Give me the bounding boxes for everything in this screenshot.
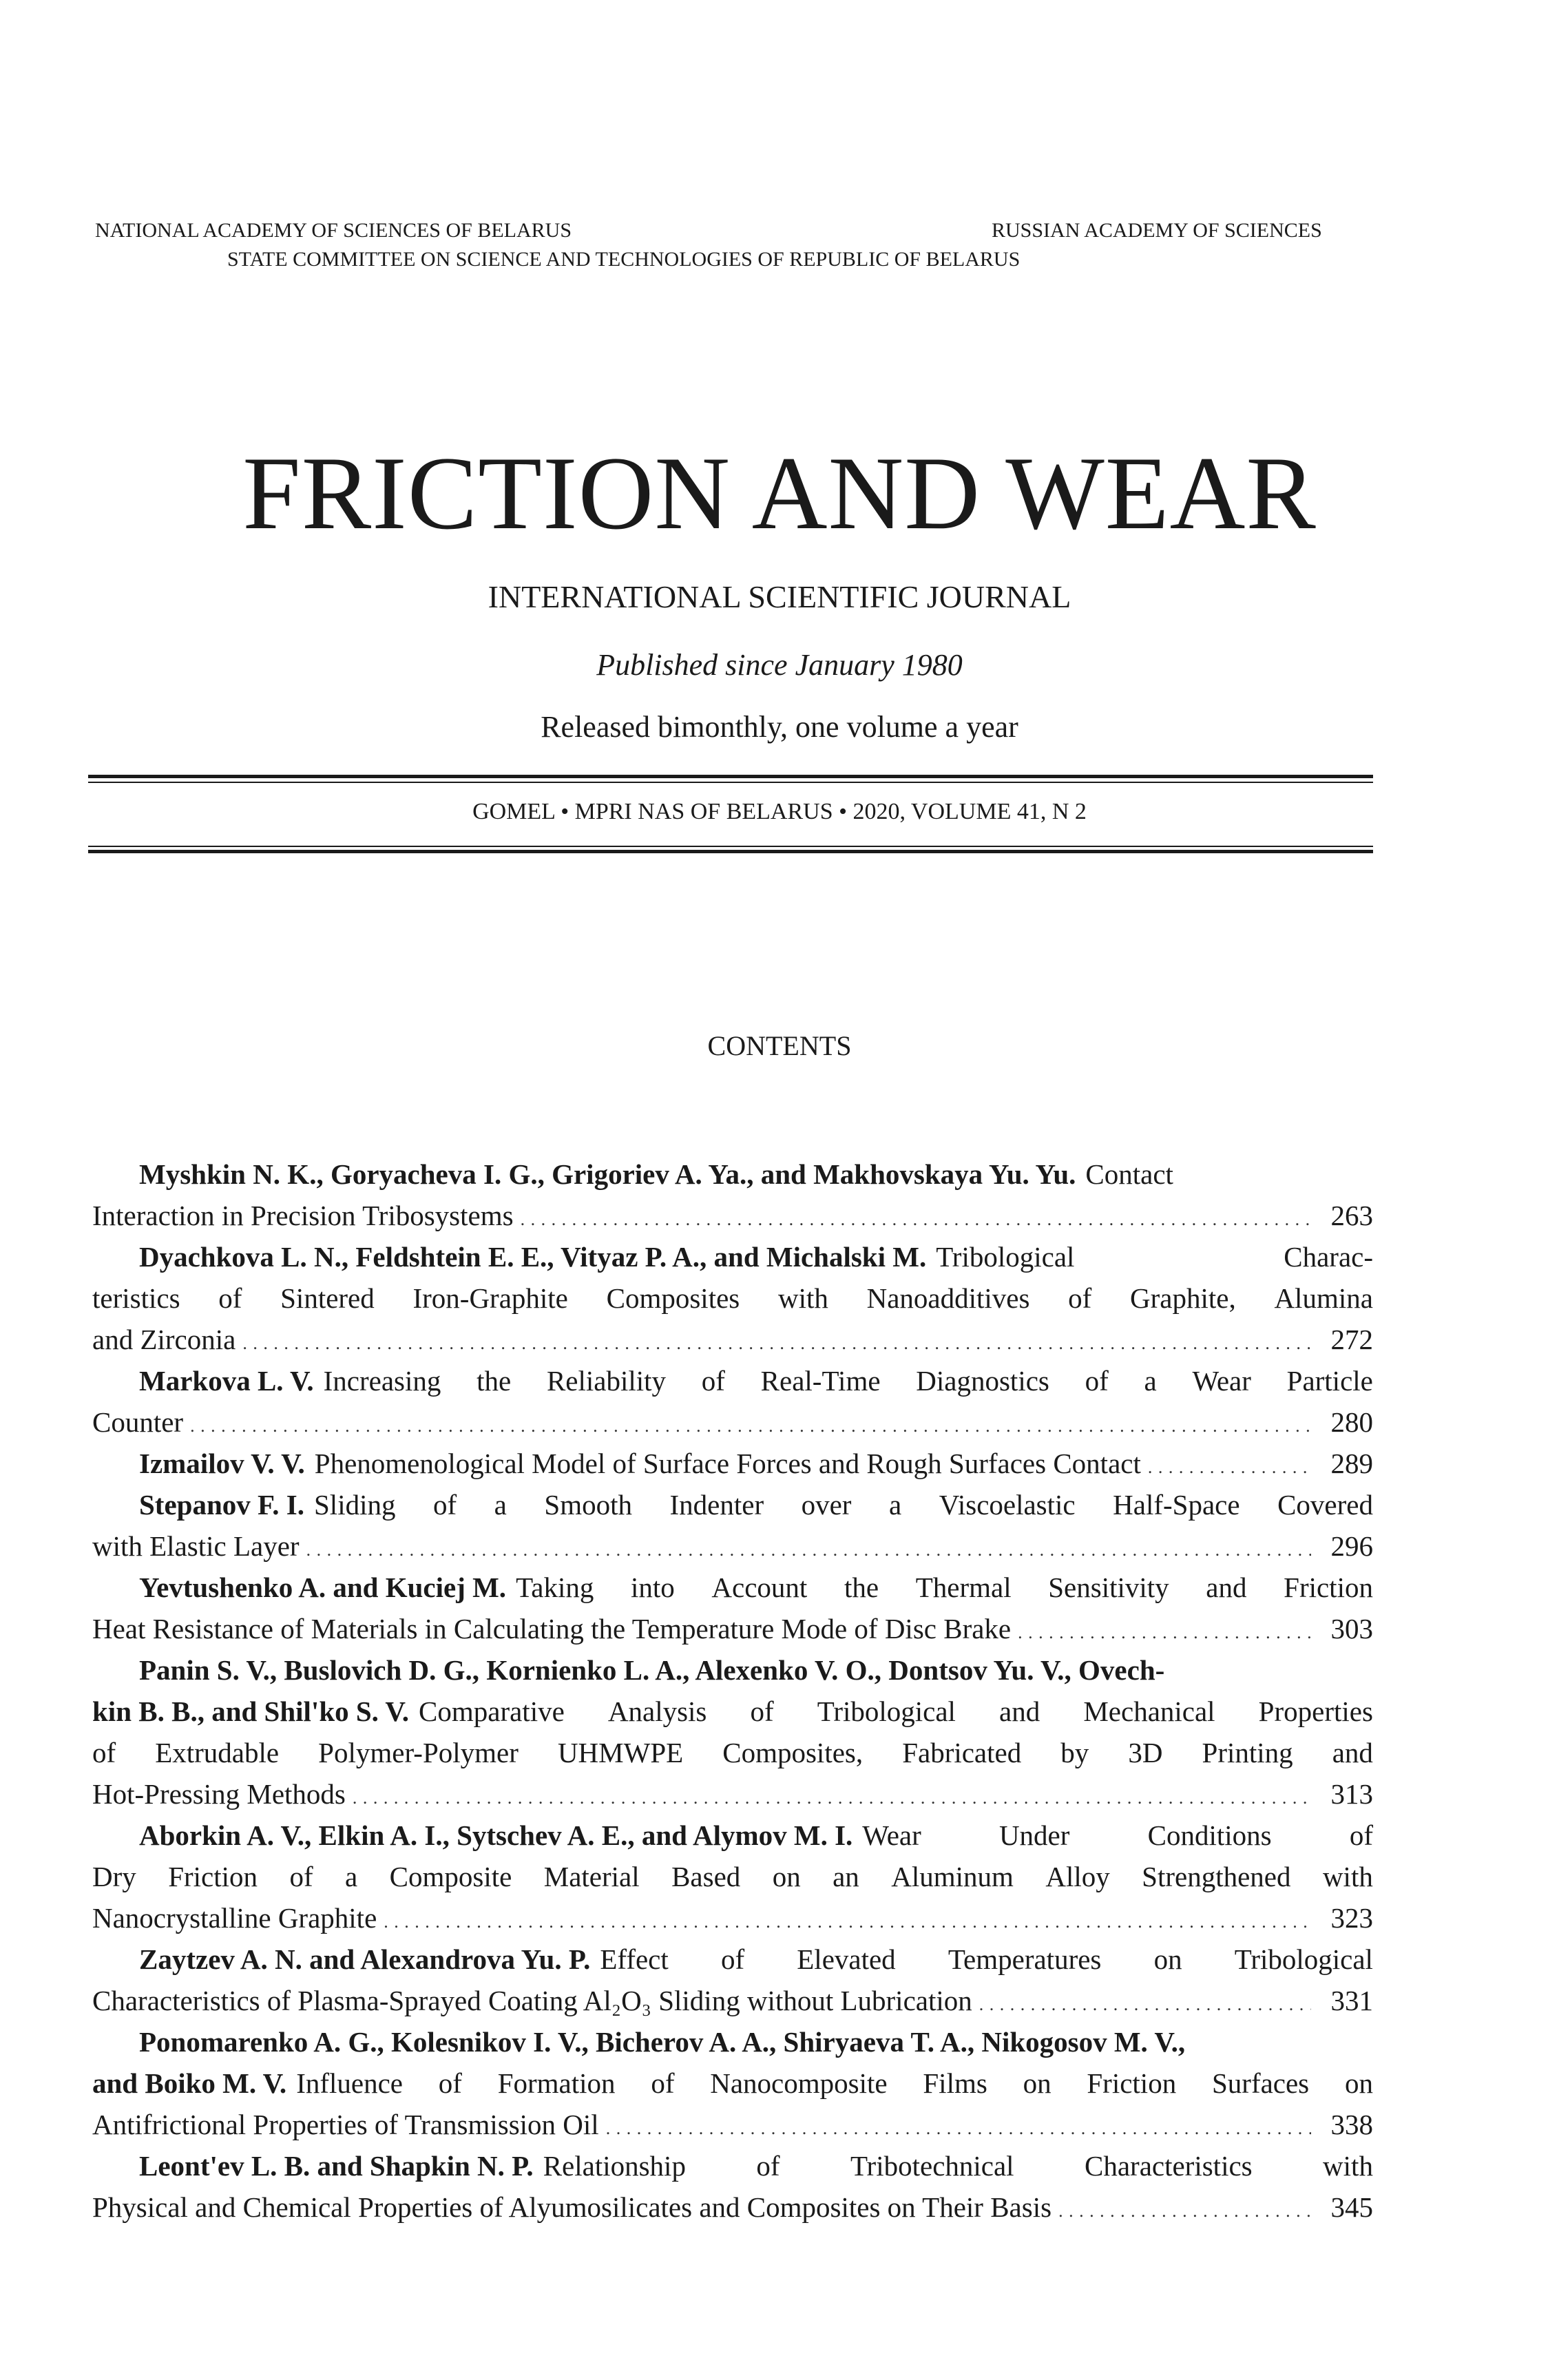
toc-authors: Panin S. V., Buslovich D. G., Kornienko L. A., Alexenko V. O., Dontsov Yu. V., Ovech-	[139, 1654, 1165, 1686]
toc-page-number: 338	[1330, 2109, 1373, 2140]
rule-bottom-thick	[88, 850, 1373, 853]
dot-leader	[606, 2104, 1311, 2149]
toc-line	[92, 1608, 1373, 1649]
toc-title-text: Hot-Pressing Methods	[92, 1778, 346, 1810]
toc-title-text: Increasing the Reliability of Real-Time Diagnostics of a Wear Particle	[323, 1365, 1373, 1397]
toc-title-text: teristics of Sintered Iron-Graphite Composites with Nanoadditives of Graphite, Alumina	[92, 1282, 1373, 1314]
toc-authors: kin B. B., and Shil'ko S. V.	[92, 1695, 410, 1727]
toc-authors: Dyachkova L. N., Feldshtein E. E., Vityaz P. A., and Michalski M.	[139, 1241, 927, 1273]
contents-heading: CONTENTS	[707, 1030, 852, 1061]
toc-authors: and Boiko M. V.	[92, 2067, 287, 2099]
toc-title-text: Physical and Chemical Properties of Alyumosilicates and Composites on Their Basis	[92, 2191, 1052, 2223]
toc-page-number: 345	[1330, 2191, 1373, 2223]
toc-title-text: Sliding of a Smooth Indenter over a Viscoelastic Half-Space Covered	[314, 1489, 1373, 1521]
toc-entry	[92, 1939, 1373, 2021]
toc-authors: Ponomarenko A. G., Kolesnikov I. V., Bicherov A. A., Shiryaeva T. A., Nikogosov M. V.,	[139, 2026, 1186, 2058]
toc-line	[92, 1732, 1373, 1773]
toc-line	[92, 1897, 1373, 1939]
toc-page-number: 313	[1330, 1778, 1373, 1810]
dot-leader	[306, 1525, 1311, 1571]
toc-entry	[92, 2021, 1373, 2145]
rule-top-thick	[88, 775, 1373, 778]
rule-top-thin	[88, 782, 1373, 783]
dot-leader	[353, 1773, 1311, 1819]
toc-title-text: Tribological Charac-	[936, 1241, 1373, 1273]
toc-authors: Markova L. V.	[139, 1365, 314, 1397]
dot-leader	[384, 1897, 1311, 1943]
toc-line	[92, 1939, 1373, 1980]
toc-title-text: Effect of Elevated Temperatures on Tribological	[600, 1943, 1373, 1975]
toc-page-number: 303	[1330, 1613, 1373, 1645]
toc-entry	[92, 1484, 1373, 1567]
toc-line	[92, 1154, 1373, 1195]
toc-page-number: 289	[1330, 1448, 1373, 1479]
toc-title-text: Antifrictional Properties of Transmission Oil	[92, 2109, 599, 2140]
toc-line	[92, 1277, 1373, 1319]
toc-title-text: Taking into Account the Thermal Sensitivity and Friction	[516, 1572, 1373, 1603]
imprint-line: GOMEL • MPRI NAS OF BELARUS • 2020, VOLUME 41, N 2	[472, 799, 1087, 824]
toc-entry	[92, 1443, 1373, 1484]
toc-title-text: Dry Friction of a Composite Material Based on an Aluminum Alloy Strengthened with	[92, 1861, 1373, 1892]
dot-leader	[1148, 1443, 1311, 1488]
toc-line	[92, 1236, 1373, 1277]
toc-title-text: with Elastic Layer	[92, 1530, 300, 1562]
toc-title-text: Heat Resistance of Materials in Calculating the Temperature Mode of Disc Brake	[92, 1613, 1012, 1645]
toc-line	[92, 1401, 1373, 1443]
toc-title-text: Counter	[92, 1406, 184, 1438]
toc-page-number: 331	[1330, 1985, 1373, 2016]
toc-page-number: 272	[1330, 1324, 1373, 1355]
toc-line	[92, 1815, 1373, 1856]
toc-page-number: 263	[1330, 1200, 1373, 1231]
toc-entry	[92, 2145, 1373, 2228]
toc-line	[92, 1195, 1373, 1236]
toc-entry	[92, 1815, 1373, 1939]
toc-page-number: 280	[1330, 1406, 1373, 1438]
toc-line	[92, 2104, 1373, 2145]
toc-entry	[92, 1154, 1373, 1236]
toc-title-text: Contact	[1085, 1158, 1173, 1190]
toc-line	[92, 2186, 1373, 2228]
toc-title-text: Comparative Analysis of Tribological and Mechanical Properties	[419, 1695, 1373, 1727]
dot-leader	[242, 1319, 1311, 1364]
toc-title-text: Nanocrystalline Graphite	[92, 1902, 377, 1934]
header-right-org: RUSSIAN ACADEMY OF SCIENCES	[992, 219, 1322, 242]
dot-leader	[521, 1195, 1311, 1240]
toc-title-text: Influence of Formation of Nanocomposite Films on Friction Surfaces on	[296, 2067, 1373, 2099]
toc-line	[92, 2145, 1373, 2186]
toc-line	[92, 1856, 1373, 1897]
toc-line	[92, 1443, 1373, 1484]
journal-subtitle: INTERNATIONAL SCIENTIFIC JOURNAL	[488, 579, 1071, 614]
toc-authors: Izmailov V. V.	[139, 1448, 305, 1479]
header-left-org: NATIONAL ACADEMY OF SCIENCES OF BELARUS	[95, 219, 572, 242]
toc-authors: Yevtushenko A. and Kuciej M.	[139, 1572, 507, 1603]
published-since: Published since January 1980	[596, 648, 963, 682]
toc-line	[92, 1567, 1373, 1608]
dot-leader	[190, 1401, 1311, 1447]
toc-entry	[92, 1567, 1373, 1649]
toc-entry	[92, 1649, 1373, 1815]
dot-leader	[1058, 2186, 1311, 2232]
toc-authors: Zaytzev A. N. and Alexandrova Yu. P.	[139, 1943, 591, 1975]
toc-line	[92, 2021, 1373, 2063]
toc-title-text: Interaction in Precision Tribosystems	[92, 1200, 514, 1231]
toc-line	[92, 2063, 1373, 2104]
toc-title-text: Phenomenological Model of Surface Forces and Rough Surfaces Contact	[314, 1448, 1141, 1479]
toc-line	[92, 1484, 1373, 1525]
toc-page-number: 296	[1330, 1530, 1373, 1562]
dot-leader	[979, 1980, 1311, 2025]
toc-entry	[92, 1236, 1373, 1360]
table-of-contents	[92, 1154, 1373, 2228]
toc-title-text: Wear Under Conditions of	[862, 1819, 1373, 1851]
toc-title-text: Characteristics of Plasma-Sprayed Coating Al₂O₃ Sliding without Lubrication	[92, 1985, 972, 2016]
toc-line	[92, 1360, 1373, 1401]
toc-title-text: and Zirconia	[92, 1324, 236, 1355]
toc-line	[92, 1691, 1373, 1732]
toc-line	[92, 1319, 1373, 1360]
rule-bottom-thin	[88, 846, 1373, 847]
toc-title-text: of Extrudable Polymer-Polymer UHMWPE Composites, Fabricated by 3D Printing and	[92, 1737, 1373, 1768]
toc-authors: Stepanov F. I.	[139, 1489, 304, 1521]
journal-title: FRICTION AND WEAR	[242, 435, 1317, 551]
toc-line	[92, 1773, 1373, 1815]
toc-page-number: 323	[1330, 1902, 1373, 1934]
dot-leader	[1018, 1608, 1311, 1653]
toc-title-text: Relationship of Tribotechnical Characteristics with	[543, 2150, 1373, 2182]
header-committee: STATE COMMITTEE ON SCIENCE AND TECHNOLOGIES OF REPUBLIC OF BELARUS	[227, 248, 1021, 271]
toc-line	[92, 1980, 1373, 2021]
toc-authors: Myshkin N. K., Goryacheva I. G., Grigoriev A. Ya., and Makhovskaya Yu. Yu.	[139, 1158, 1076, 1190]
release-frequency: Released bimonthly, one volume a year	[541, 710, 1018, 744]
toc-entry	[92, 1360, 1373, 1443]
toc-authors: Leont'ev L. B. and Shapkin N. P.	[139, 2150, 534, 2182]
toc-authors: Aborkin A. V., Elkin A. I., Sytschev A. E., and Alymov M. I.	[139, 1819, 853, 1851]
toc-line	[92, 1525, 1373, 1567]
toc-line	[92, 1649, 1373, 1691]
